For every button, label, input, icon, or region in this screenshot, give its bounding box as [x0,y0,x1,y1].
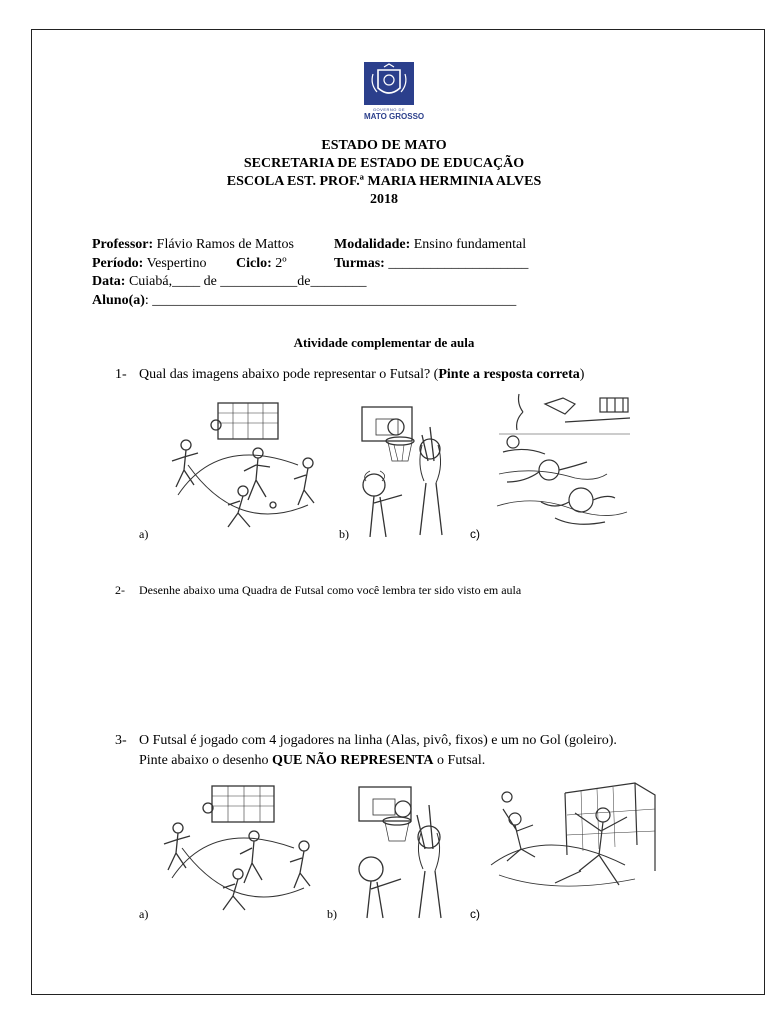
question-3-line-2-start: Pinte abaixo o desenho [139,753,272,768]
ciclo-value: 2º [271,255,287,271]
basketball-image[interactable] [352,405,464,537]
q1-option-a: a) [139,527,149,541]
question-2-number: 2- [115,583,125,597]
question-3-line-2-end: o Futsal. [433,753,486,768]
futsal-players-image[interactable] [150,780,325,918]
handball-goalkeeper-image[interactable] [485,775,660,915]
data-value: Cuiabá,____ de ___________de________ [125,274,367,289]
q3-option-b: b) [327,907,337,921]
q3-option-a: a) [139,907,149,921]
document-header [0,137,768,209]
futsal-players-image[interactable] [158,395,328,535]
question-1-text-bold: Pinte a resposta correta [438,367,580,382]
question-1-text-start: Qual das imagens abaixo pode representar o Futsal? ( [139,367,439,382]
professor-value: Flávio Ramos de Mattos [153,237,294,252]
modalidade-value: Ensino fundamental [410,237,527,252]
periodo-label: Período: [92,255,144,271]
basketball-image[interactable] [345,785,465,920]
swimmers-image[interactable] [495,390,630,535]
question-1-text [139,365,584,385]
aluno-label: Aluno(a) [92,292,145,308]
question-3-line-2 [139,751,485,771]
crest-icon [364,62,414,105]
turmas-value: ____________________ [384,255,529,271]
professor-label: Professor: [92,237,154,252]
header-line-2: SECRETARIA DE ESTADO DE EDUCAÇÃO [243,156,525,171]
data-label: Data: [92,274,126,289]
question-3-line-1: O Futsal é jogado com 4 jogadores na linha (Alas, pivô, fixos) e um no Gol (goleiro). [139,733,617,748]
q1-option-b: b) [339,527,349,541]
periodo-value: Vespertino [143,255,207,271]
header-line-4: 2018 [370,192,398,207]
logo-big-text: MATO GROSSO [364,112,425,121]
q3-option-c: c) [470,907,480,921]
question-3-line-2-bold: QUE NÃO REPRESENTA [271,753,434,768]
modalidade-label: Modalidade: [334,237,411,252]
question-2-text: Desenhe abaixo uma Quadra de Futsal como você lembra ter sido visto em aula [139,583,522,597]
ciclo-label: Ciclo: [236,255,272,271]
q1-option-c: c) [470,527,480,541]
aluno-value: : ____________________________________________________ [144,292,517,308]
header-line-3: ESCOLA EST. PROF.ª MARIA HERMINIA ALVES [226,174,542,189]
logo-small-text: GOVERNO DE [372,107,406,112]
question-1-number: 1- [115,367,127,382]
turmas-label: Turmas: [334,255,385,271]
government-logo [364,62,425,122]
question-1-text-end: ) [579,367,585,382]
question-3-number: 3- [115,733,127,748]
activity-title: Atividade complementar de aula [293,335,475,350]
header-line-1: ESTADO DE MATO [321,138,447,153]
